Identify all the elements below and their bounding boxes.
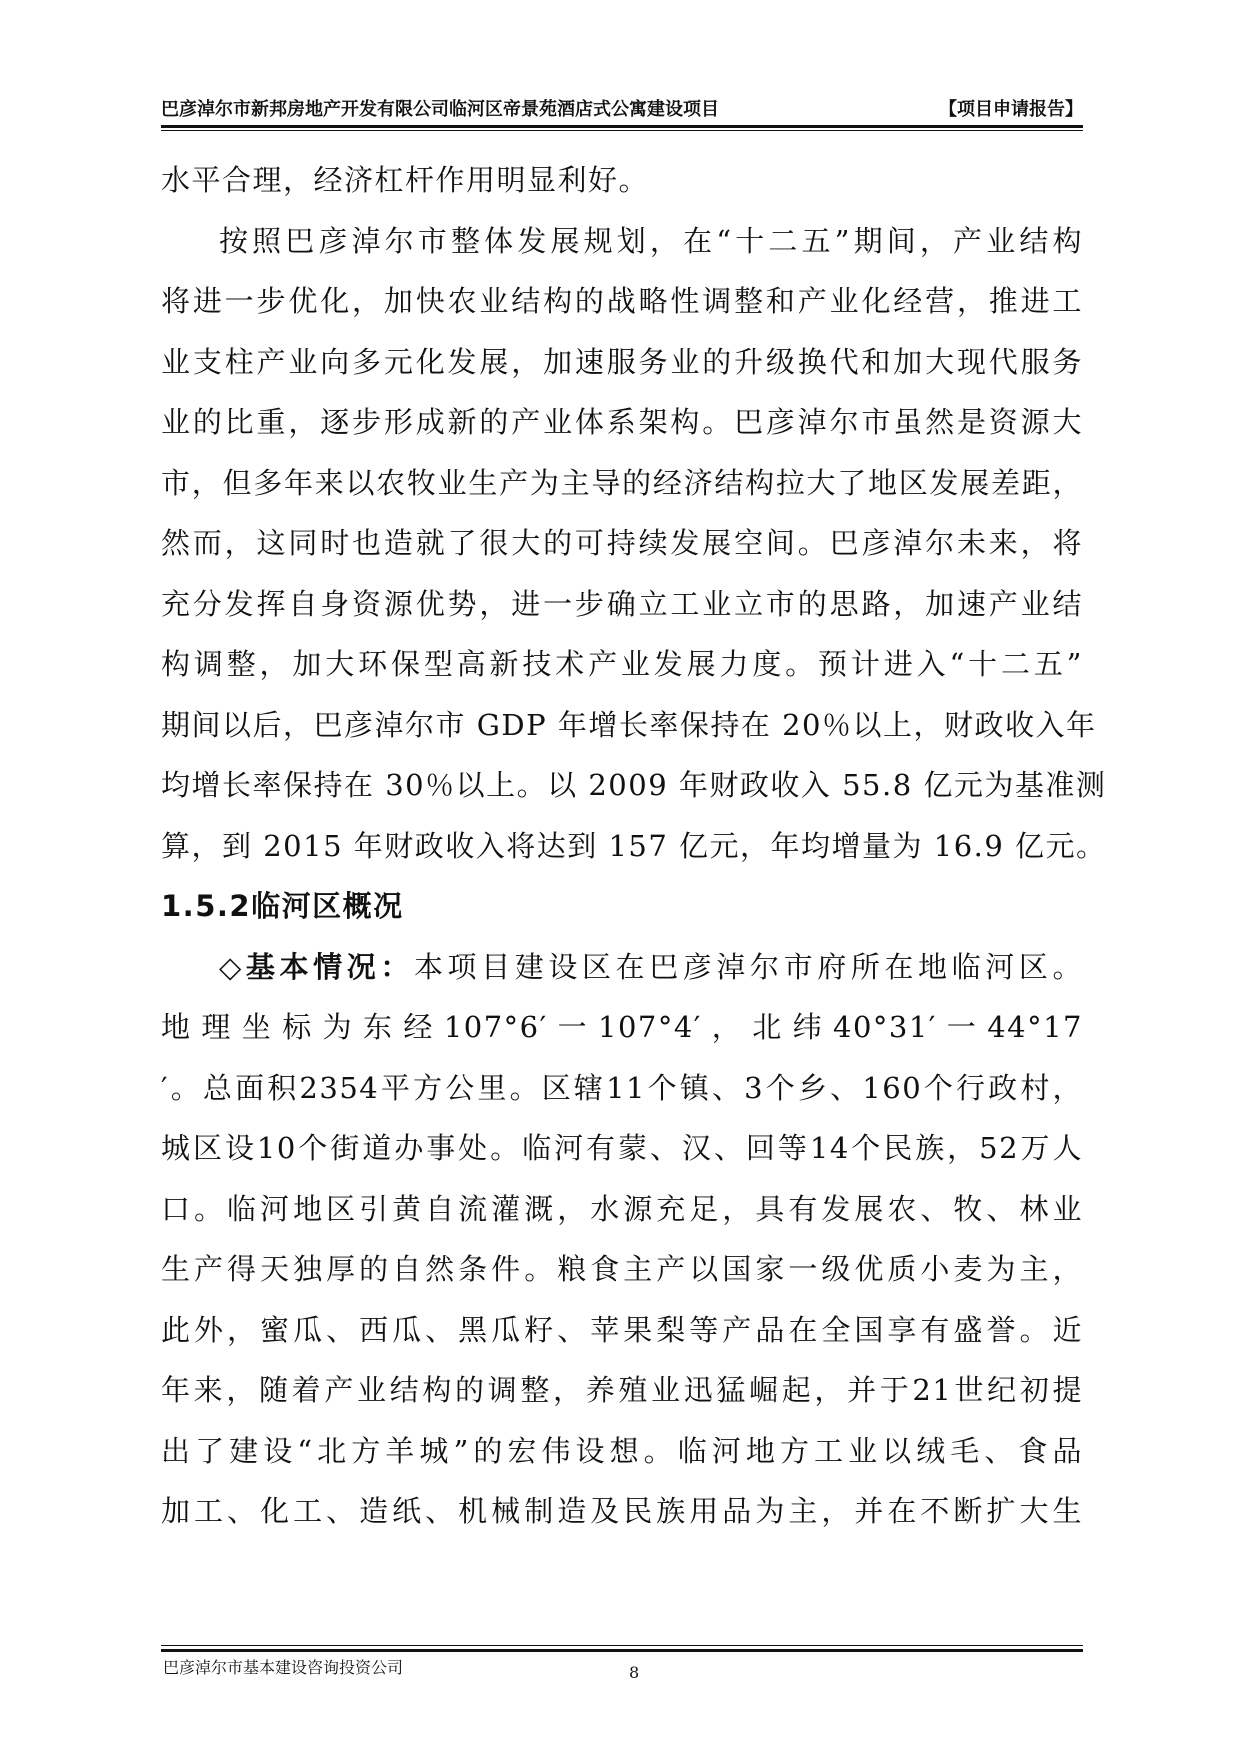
body-line: 业支柱产业向多元化发展，加速服务业的升级换代和加大现代服务 <box>161 344 1083 379</box>
header-title: 巴彦淖尔市新邦房地产开发有限公司临河区帝景苑酒店式公寓建设项目 <box>161 99 719 120</box>
body-line-lead <box>161 937 1083 998</box>
page-footer <box>161 1653 1083 1683</box>
body-line: 生产得天独厚的自然条件。粮食主产以国家一级优质小麦为主， <box>161 1252 1083 1286</box>
section-heading: 1.5.2临河区概况 <box>161 889 404 923</box>
body-line: 口。临河地区引黄自流灌溉，水源充足，具有发展农、牧、林业 <box>161 1191 1083 1226</box>
basic-info-label: ◇基本情况： <box>219 949 414 984</box>
basic-info-text: 本项目建设区在巴彦淖尔市府所在地临河区。 <box>413 949 1083 984</box>
header-rule-thick <box>161 125 1083 128</box>
body-line: 出了建设“北方羊城”的宏伟设想。临河地方工业以绒毛、食品 <box>161 1433 1083 1468</box>
body-line: 期间以后，巴彦淖尔市 GDP 年增长率保持在 20％以上，财政收入年 <box>161 707 1097 742</box>
body-line: 将进一步优化，加快农业结构的战略性调整和产业化经营，推进工 <box>161 284 1083 318</box>
page-header <box>161 88 1083 122</box>
body-line: 年来，随着产业结构的调整，养殖业迅猛崛起，并于21世纪初提 <box>161 1373 1083 1407</box>
body-line: 然而，这同时也造就了很大的可持续发展空间。巴彦淖尔未来，将 <box>161 526 1083 560</box>
footer-rule-thick <box>161 1649 1083 1652</box>
body-line: 此外，蜜瓜、西瓜、黑瓜籽、苹果梨等产品在全国享有盛誉。近 <box>161 1312 1083 1347</box>
footer-company: 巴彦淖尔市基本建设咨询投资公司 <box>163 1658 404 1677</box>
footer-rule-thin <box>161 1645 1083 1646</box>
body-line: 均增长率保持在 30％以上。以 2009 年财政收入 55.8 亿元为基准测 <box>161 768 1107 802</box>
body-line: 城区设10个街道办事处。临河有蒙、汉、回等14个民族，52万人 <box>161 1131 1083 1165</box>
body-line: 水平合理，经济杠杆作用明显利好。 <box>161 163 650 197</box>
body-line: 市，但多年来以农牧业生产为主导的经济结构拉大了地区发展差距， <box>161 465 1083 500</box>
header-doc-type: 【项目申请报告】 <box>939 99 1083 120</box>
header-rule-thin <box>161 130 1083 131</box>
body-line: ′。总面积2354平方公里。区辖11个镇、3个乡、160个行政村， <box>161 1070 1083 1105</box>
body-line: 构调整，加大环保型高新技术产业发展力度。预计进入“十二五” <box>161 647 1083 681</box>
body-line: 加工、化工、造纸、机械制造及民族用品为主，并在不断扩大生 <box>161 1494 1083 1528</box>
page-number: 8 <box>629 1663 640 1682</box>
document-body <box>161 150 1107 1542</box>
body-line: 按照巴彦淖尔市整体发展规划，在“十二五”期间，产业结构 <box>219 223 1083 258</box>
body-line: 充分发挥自身资源优势，进一步确立工业立市的思路，加速产业结 <box>161 586 1083 621</box>
body-line: 业的比重，逐步形成新的产业体系架构。巴彦淖尔市虽然是资源大 <box>161 405 1083 439</box>
body-line: 算，到 2015 年财政收入将达到 157 亿元，年均增量为 16.9 亿元。 <box>161 828 1107 863</box>
body-line: 地理坐标为东经107°6′一107°4′，北纬40°31′一44°17 <box>161 1010 1083 1044</box>
